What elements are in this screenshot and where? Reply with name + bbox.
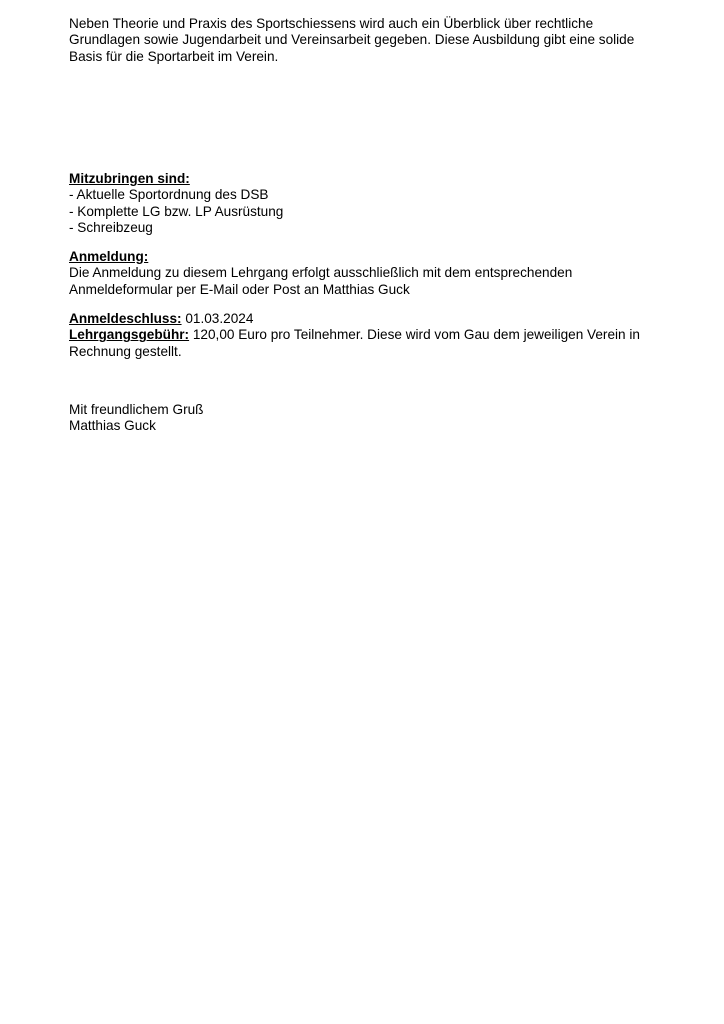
- registration-section: [69, 249, 669, 298]
- fee-value: 120,00 Euro pro Teilnehmer. Diese wird vom Gau dem jeweiligen Verein in: [189, 327, 640, 343]
- intro-paragraph: [69, 16, 669, 65]
- intro-line-2: Grundlagen sowie Jugendarbeit und Vereinsarbeit gegeben. Diese Ausbildung gibt eine solide: [69, 32, 635, 48]
- deadline-and-fee-section: [69, 311, 669, 360]
- fee-label: Lehrgangsgebühr:: [69, 327, 190, 343]
- closing-section: [69, 402, 669, 435]
- registration-line-2: Anmeldeformular per E-Mail oder Post an Matthias Guck: [69, 281, 410, 297]
- registration-heading: Anmeldung:: [69, 249, 149, 264]
- registration-line-1: Die Anmeldung zu diesem Lehrgang erfolgt ausschließlich mit dem entsprechenden: [69, 265, 573, 281]
- equipment-item-stationery: - Schreibzeug: [69, 220, 153, 236]
- equipment-heading: Mitzubringen sind:: [69, 171, 190, 186]
- equipment-item-gear: - Komplette LG bzw. LP Ausrüstung: [69, 203, 284, 219]
- intro-line-1: Neben Theorie und Praxis des Sportschiessens wird auch ein Überblick über rechtliche: [69, 16, 594, 31]
- deadline-label: Anmeldeschluss:: [69, 311, 182, 326]
- intro-line-3: Basis für die Sportarbeit im Verein.: [69, 48, 279, 64]
- deadline-line: [69, 311, 669, 327]
- fee-line: [69, 327, 669, 343]
- equipment-section: [69, 171, 669, 237]
- closing-greeting: Mit freundlichem Gruß: [69, 402, 204, 417]
- signature-name: Matthias Guck: [69, 418, 156, 434]
- equipment-item-rules: - Aktuelle Sportordnung des DSB: [69, 187, 269, 203]
- deadline-value: 01.03.2024: [181, 311, 254, 326]
- fee-continuation: Rechnung gestellt.: [69, 343, 182, 359]
